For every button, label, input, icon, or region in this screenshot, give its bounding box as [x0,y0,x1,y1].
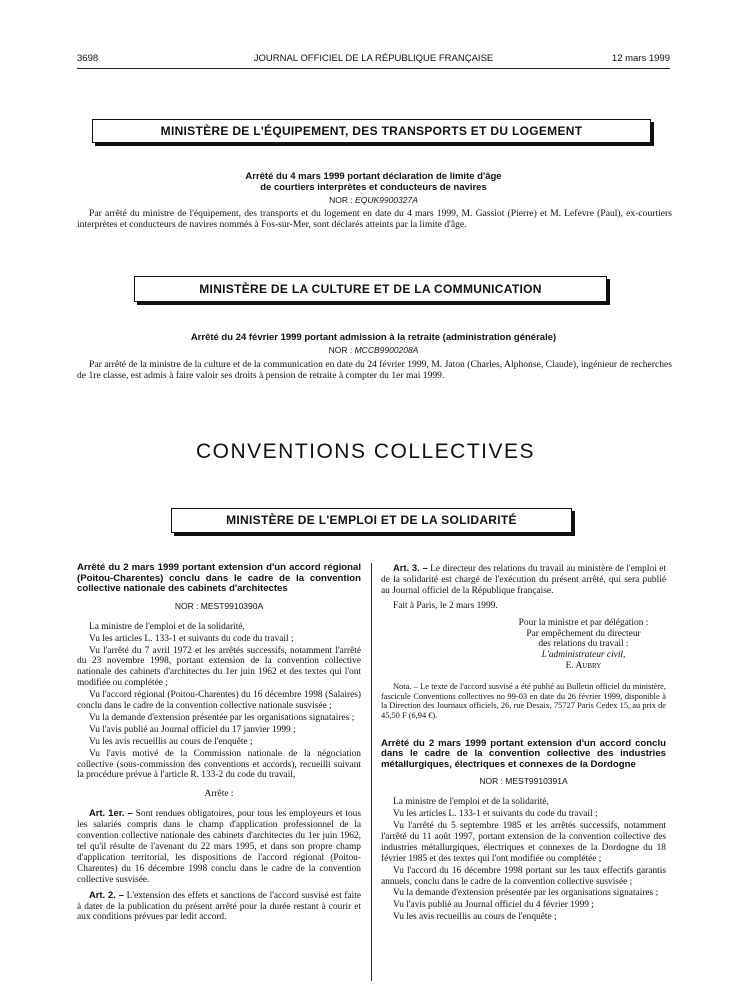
nor-label: NOR : [329,195,353,205]
paragraph: Vu l'avis publié au Journal officiel du 17 janvier 1999 ; [89,724,296,735]
nor-culture [77,345,670,355]
right-column [381,563,666,924]
ministry-heading-culture: MINISTÈRE DE LA CULTURE ET DE LA COMMUNICATION [134,276,607,302]
page-header [77,53,670,67]
column-divider [371,563,372,981]
header-rule [77,68,670,69]
arrete-title-architectes: Arrêté du 2 mars 1999 portant extension d'un accord régional (Poitou-Charentes) conclu dans le cadre de la convention collective nationale des cabinets d'architectes [77,562,361,595]
ministry-heading-equipement: MINISTÈRE DE L'ÉQUIPEMENT, DES TRANSPORTS ET DU LOGEMENT [92,119,651,143]
page-number: 3698 [77,53,99,64]
nor-dordogne: NOR : MEST9910391A [479,776,568,787]
signature-line: L'administrateur civil, [541,650,626,661]
article-text: Le directeur des relations du travail au ministère de l'emploi et de la solidarité est chargé de l'exécution du présent arrêté, qui sera publié au Journal officiel de la République française. [381,564,667,596]
nor-architectes: NOR : MEST9910390A [174,600,264,611]
paragraph: Vu l'avis motivé de la Commission nationale de la négociation collective (sous-commission des conventions et accords), recueilli suivant la procédure prévue à l'article R. 133-2 du code du travail, [77,748,361,781]
paragraph: Vu les avis recueillis au cours de l'enquête ; [89,736,253,747]
decree-body-equipement [77,209,672,232]
arrete-title-equipement [77,171,670,193]
paragraph: Vu la demande d'extension présentée par les organisations signataires ; [393,888,659,899]
paragraph: Vu les articles L. 133-1 et suivants du code du travail ; [89,633,294,644]
journal-title: JOURNAL OFFICIEL DE LA RÉPUBLIQUE FRANÇAISE [253,53,494,64]
paragraph: Vu les articles L. 133-1 et suivants du code du travail ; [393,809,598,820]
paragraph: Vu l'accord du 16 décembre 1998 portant sur les taux effectifs garantis annuels, conclu dans le cadre de la convention collective susvisée ; [381,865,666,887]
paragraph: Vu l'arrêté du 7 avril 1972 et les arrêtés successifs, notamment l'arrêté du 23 novembre 1998, portant extension de la convention collective nationale des cabinets d'architectes du 1er juin 1962 et des textes qui l'ont modifiée ou complétée ; [77,645,361,689]
article-label: Art. 2. – [89,888,125,900]
decree-body-culture [77,360,672,383]
arrete-title-dordogne: Arrêté du 2 mars 1999 portant extension d'un accord conclu dans le cadre de la convention collective des industries métallurgiques, électriques et connexes de la Dordogne [381,737,666,770]
signature-line: des relations du travail : [538,639,629,650]
article-3 [381,563,666,597]
article-2 [77,890,361,924]
paragraph: Vu les avis recueillis au cours de l'enquête ; [393,912,557,923]
decree-text: Par arrêté du ministre de l'équipement, des transports et du logement en date du 4 mars 1999, M. Gassiot (Pierre) et M. Lefevre (Paul), ex-courtiers interprètes et conducteurs de navires nommés à Fos-sur-Mer, sont déclarés atteints par la limite d'âge. [77,208,672,230]
nor-equipement [77,195,670,205]
paragraph: Vu l'accord régional (Poitou-Charentes) du 16 décembre 1998 (Salaires) conclu dans le cadre de la convention collective nationale susvisée ; [77,690,361,712]
arrete-title-culture: Arrêté du 24 février 1999 portant admission à la retraite (administration générale) [190,332,557,343]
signatory-name: E. Aubry [565,661,602,672]
issue-date: 12 mars 1999 [611,53,670,64]
nor-code: EQUK9900327A [355,195,418,205]
signature-line: Pour la ministre et par délégation : [518,617,649,628]
section-title: CONVENTIONS COLLECTIVES [195,440,536,463]
nor-label: NOR : [328,345,353,355]
signature-line: Par empêchement du directeur [526,628,641,639]
arrete-title-line1: Arrêté du 4 mars 1999 portant déclaration de limite d'âge [245,171,502,182]
ministry-heading-emploi: MINISTÈRE DE L'EMPLOI ET DE LA SOLIDARITÉ [171,508,572,533]
done-at: Fait à Paris, le 2 mars 1999. [393,600,498,611]
paragraph: Vu l'arrêté du 5 septembre 1985 et les arrêtés successifs, notamment l'arrêté du 11 août 1997, portant extension de la convention collective des industries métallurgiques, électriques et connexes de la Dordogne du 18 février 1985 et des textes qui l'ont modifiée ou complétée ; [381,821,666,864]
paragraph: La ministre de l'emploi et de la solidarité, [89,621,245,632]
arrete-word: Arrête : [204,789,234,800]
arrete-title-line2: de courtiers interprètes et conducteurs de navires [260,182,487,193]
article-text: Sont rendues obligatoires, pour tous les employeurs et tous les salariés compris dans le champ d'application professionnel de la convention collective nationale des cabinets d'architectes du 1er juin 1962, tel qu'il résulte de l'avenant du 22 mars 1995, et dans son propre champ d'application territorial, les dispositions de l'accord régional (Poitou-Charentes) du 16 décembre 1998 conclu dans le cadre de la convention collective susvisée. [77,809,361,885]
article-text: L'extension des effets et sanctions de l'accord susvisé est faite à dater de la publication du présent arrêté pour la durée restant à courir et aux conditions prévues par ledit accord. [77,890,361,923]
decree-text: Par arrêté de la ministre de la culture et de la communication en date du 24 février 1999, M. Jaton (Charles, Alphonse, Claude), ingénieur de recherches de 1re classe, est admis à faire valoir ses droits à pension de retraite à compter du 1er mai 1999. [77,359,672,381]
paragraph: La ministre de l'emploi et de la solidarité, [393,797,549,808]
signature-block [501,618,666,673]
article-label: Art. 3. – [393,562,428,573]
nor-code: MCCB9900208A [354,345,419,355]
paragraph: Vu la demande d'extension présentée par les organisations signataires ; [89,712,355,723]
paragraph: Vu l'avis publié au Journal officiel du 4 février 1999 ; [393,900,594,911]
article-1 [77,808,361,885]
left-column [77,563,361,924]
nota: Nota. – Le texte de l'accord susvisé a été publié au Bulletin officiel du ministère, fascicule Conventions collectives no 99-03 en date du 26 février 1999, disponible à la Direction des Journaux officiels, 26, rue Desaix, 75727 Paris Cedex 15, au prix de 45,50 F (6,94 €). [381,682,666,720]
article-label: Art. 1er. – [89,807,133,819]
